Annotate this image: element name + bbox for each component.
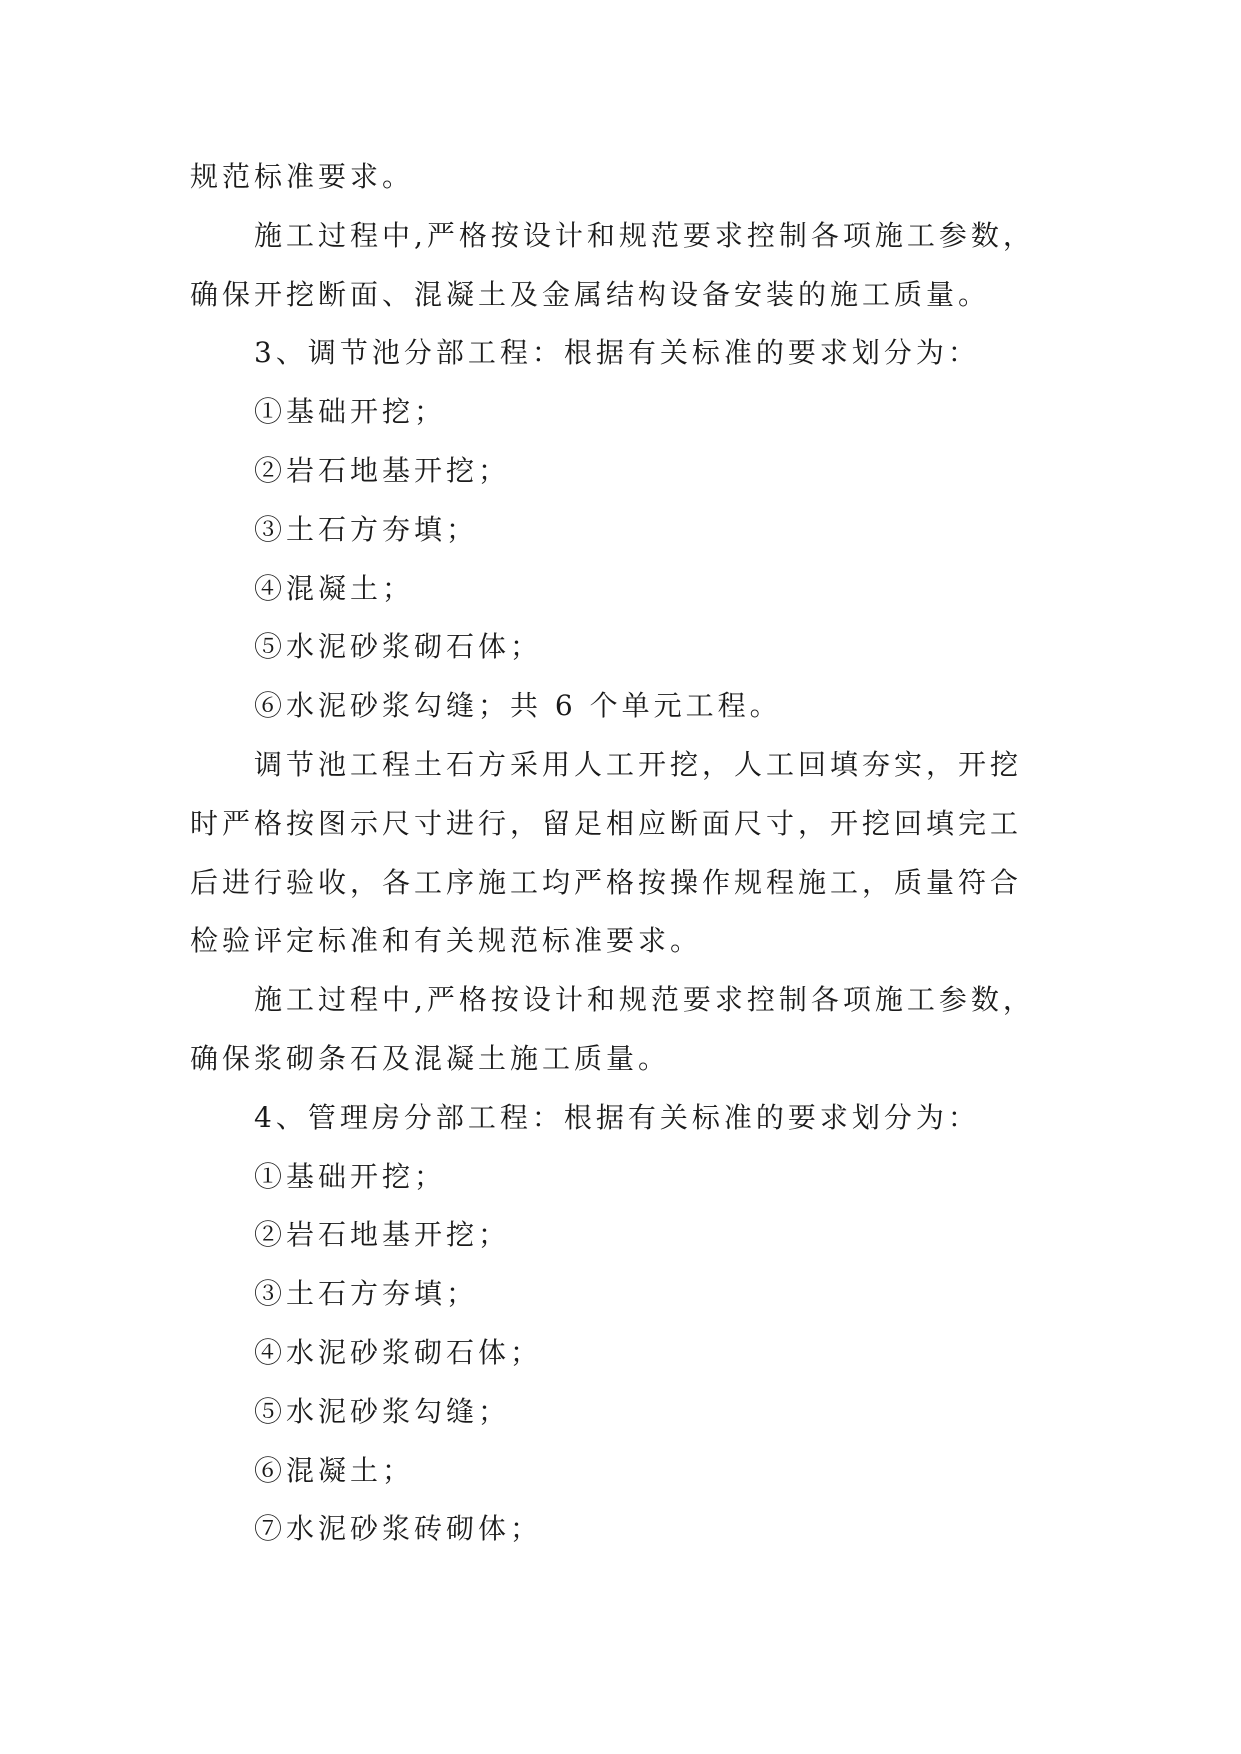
text-line: 确保浆砌条石及混凝土施工质量。	[190, 1041, 671, 1075]
text-line: 确保开挖断面、混凝土及金属结构设备安装的施工质量。	[190, 277, 991, 311]
list-item: ①基础开挖；	[254, 395, 447, 429]
list-item: ⑦水泥砂浆砖砌体；	[254, 1512, 543, 1546]
text-line: 规范标准要求。	[190, 160, 415, 193]
list-item: ②岩石地基开挖；	[254, 1218, 511, 1252]
text-line: 施工过程中,严格按设计和规范要求控制各项施工参数，	[254, 218, 1035, 252]
text-line: 调节池工程土石方采用人工开挖，人工回填夯实，开挖	[254, 747, 1023, 781]
text-line: 检验评定标准和有关规范标准要求。	[190, 924, 703, 958]
list-item: ②岩石地基开挖；	[254, 453, 511, 487]
list-item: ④水泥砂浆砌石体；	[254, 1335, 543, 1369]
section-heading: 4、管理房分部工程：根据有关标准的要求划分为：	[254, 1100, 980, 1134]
list-item: ④混凝土；	[254, 571, 415, 605]
list-item: ⑥混凝土；	[254, 1453, 415, 1487]
text-line: 时严格按图示尺寸进行，留足相应断面尺寸，开挖回填完工	[190, 806, 1023, 840]
text-line: 后进行验收，各工序施工均严格按操作规程施工，质量符合	[190, 865, 1023, 899]
list-item: ⑥水泥砂浆勾缝；共 6 个单元工程。	[254, 689, 782, 723]
list-item: ③土石方夯填；	[254, 512, 479, 546]
text-line: 施工过程中,严格按设计和规范要求控制各项施工参数，	[254, 983, 1035, 1017]
list-item: ①基础开挖；	[254, 1159, 447, 1193]
list-item: ⑤水泥砂浆砌石体；	[254, 630, 543, 664]
list-item: ③土石方夯填；	[254, 1277, 479, 1311]
document-body	[190, 148, 1090, 1559]
section-heading: 3、调节池分部工程：根据有关标准的要求划分为：	[254, 336, 980, 370]
list-item: ⑤水泥砂浆勾缝；	[254, 1394, 511, 1428]
